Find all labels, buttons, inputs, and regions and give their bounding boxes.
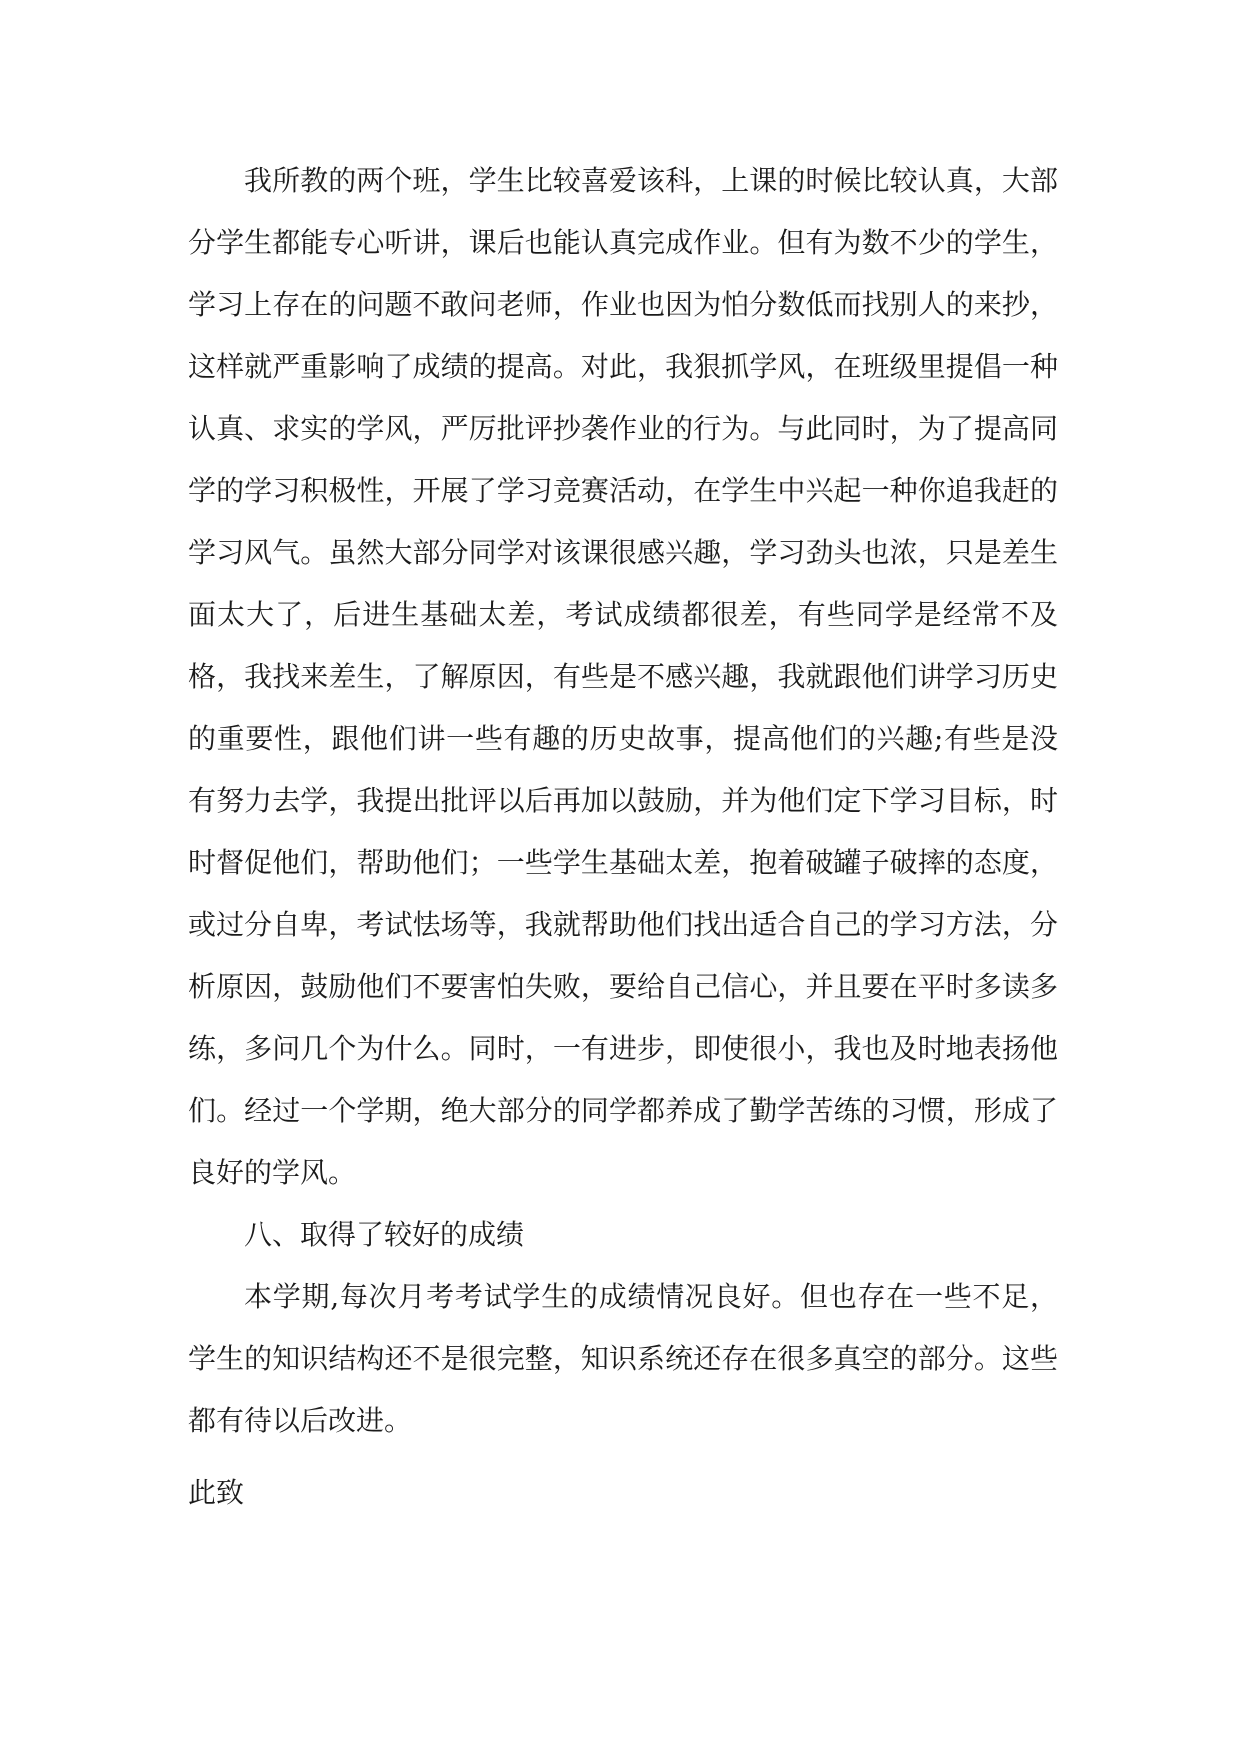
section-paragraph: 本学期,每次月考考试学生的成绩情况良好。但也存在一些不足，学生的知识结构还不是很完整，知识系统还存在很多真空的部分。这些都有待以后改进。 bbox=[188, 1280, 1058, 1437]
document-body bbox=[188, 150, 1058, 1524]
section-heading: 八、取得了较好的成绩 bbox=[244, 1218, 525, 1251]
body-paragraph: 我所教的两个班，学生比较喜爱该科，上课的时候比较认真，大部分学生都能专心听讲，课后也能认真完成作业。但有为数不少的学生，学习上存在的问题不敢问老师，作业也因为怕分数低而找别人的来抄，这样就严重影响了成绩的提高。对此，我狠抓学风，在班级里提倡一种认真、求实的学风，严厉批评抄袭作业的行为。与此同时，为了提高同学的学习积极性，开展了学习竞赛活动，在学生中兴起一种你追我赶的学习风气。虽然大部分同学对该课很感兴趣，学习劲头也浓，只是差生面太大了，后进生基础太差，考试成绩都很差，有些同学是经常不及格，我找来差生，了解原因，有些是不感兴趣，我就跟他们讲学习历史的重要性，跟他们讲一些有趣的历史故事，提高他们的兴趣;有些是没有努力去学，我提出批评以后再加以鼓励，并为他们定下学习目标，时时督促他们，帮助他们；一些学生基础太差，抱着破罐子破摔的态度，或过分自卑，考试怯场等，我就帮助他们找出适合自己的学习方法，分析原因，鼓励他们不要害怕失败，要给自己信心，并且要在平时多读多练，多问几个为什么。同时，一有进步，即使很小，我也及时地表扬他们。经过一个学期，绝大部分的同学都养成了勤学苦练的习惯，形成了良好的学风。 bbox=[188, 164, 1058, 1189]
closing-salutation: 此致 bbox=[188, 1476, 245, 1509]
